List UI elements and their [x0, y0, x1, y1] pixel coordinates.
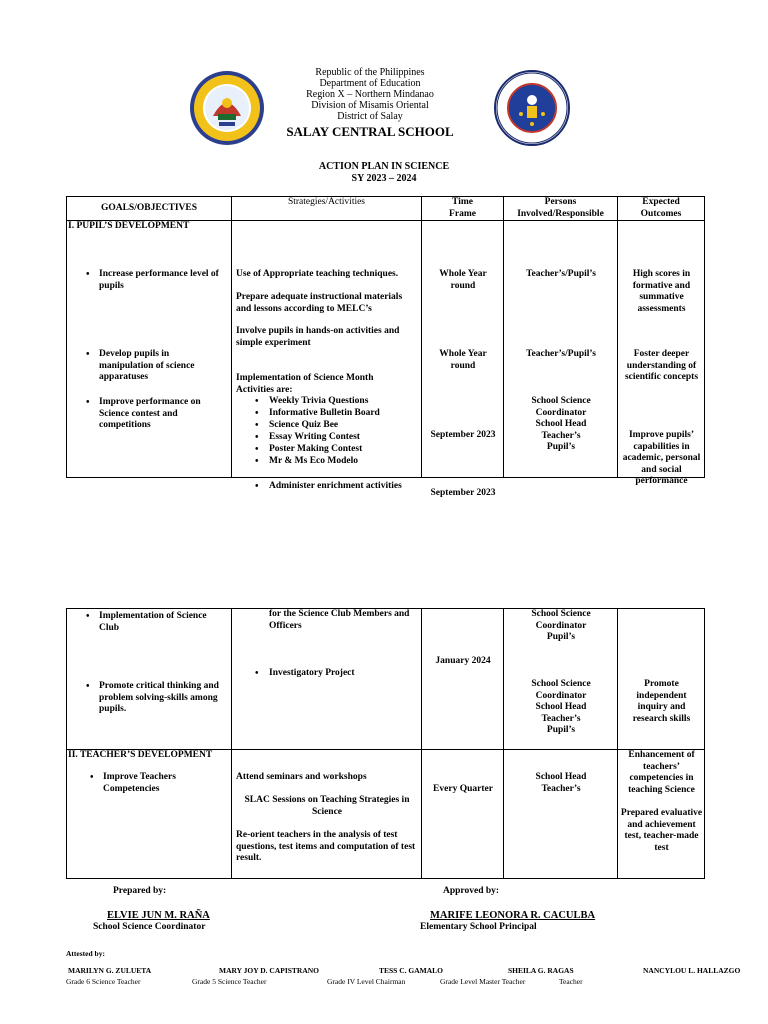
time-item: Whole Year round — [439, 349, 487, 371]
goal-item: • Promote critical thinking and problem solving-skills among pupils. — [67, 681, 227, 716]
section1-strategies-cell — [232, 221, 422, 491]
outcome-item: High scores in formative and summative assessments — [632, 269, 691, 314]
activity-item: • Essay Writing Contest — [232, 432, 360, 444]
section2-outcomes-cell — [618, 750, 705, 879]
attester-name: NANCYLOU L. HALLAZGO — [643, 966, 741, 975]
activity-item: • Informative Bulletin Board — [232, 408, 380, 420]
header-division: Division of Misamis Oriental — [311, 100, 429, 111]
attester-name: TESS C. GAMALO — [379, 966, 443, 975]
activity-item: • Administer enrichment activities — [232, 481, 402, 493]
strategy-item: • Investigatory Project — [232, 668, 355, 680]
section1b-strategies-cell — [232, 609, 422, 750]
prepared-name: ELVIE JUN M. RAÑA — [107, 910, 210, 921]
attester-title: Grade 6 Science Teacher — [66, 977, 141, 986]
header-strategies: Strategies/Activities — [232, 197, 422, 221]
attester-title: Grade IV Level Chairman — [327, 977, 406, 986]
section2-time-cell — [422, 750, 504, 879]
person-item: Teacher’s/Pupil’s — [526, 269, 596, 279]
outcome-item: Improve pupils’ capabilities in academic, personal and social performance — [622, 430, 701, 486]
strategy-item: Prepare adequate instructional materials and lessons according to MELC’s — [236, 292, 403, 314]
section1b-outcomes-cell — [618, 609, 705, 750]
header-time: Time Frame — [422, 197, 504, 221]
attester-title: Grade Level Master Teacher — [440, 977, 526, 986]
time-item: Whole Year round — [439, 269, 487, 291]
outcome-item: Foster deeper understanding of scientific concepts — [624, 349, 699, 382]
header-persons: Persons Involved/Responsible — [504, 197, 618, 221]
section1-heading: I. PUPIL’S DEVELOPMENT — [68, 221, 190, 231]
prepared-label: Prepared by: — [113, 886, 167, 896]
strategy-item: Involve pupils in hands-on activities and simple experiment — [236, 326, 400, 348]
action-plan-table-2 — [66, 608, 705, 879]
document-title: ACTION PLAN IN SCIENCE — [318, 161, 450, 172]
activity-item: • Science Quiz Bee — [232, 420, 338, 432]
activity-item: • Weekly Trivia Questions — [232, 396, 368, 408]
section1b-goals-cell — [67, 609, 232, 750]
outcome-item: Promote independent inquiry and research skills — [632, 679, 691, 724]
goal-item: • Improve Teachers Competencies — [71, 772, 203, 795]
person-item: School Science Coordinator School Head Teacher’s Pupil’s — [531, 396, 591, 452]
attester-name: SHEILA G. RAGAS — [508, 966, 574, 975]
goal-item: • Increase performance level of pupils — [67, 269, 229, 292]
attester-name: MARY JOY D. CAPISTRANO — [219, 966, 320, 975]
section2-strategies-cell — [232, 750, 422, 879]
attester-title: Teacher — [559, 977, 583, 986]
section1-persons-cell — [504, 221, 618, 478]
outcome-item: Enhancement of teachers’ competencies in teaching Science — [628, 750, 695, 795]
person-item: Teacher’s/Pupil’s — [526, 349, 596, 359]
section2-goals-cell — [67, 750, 232, 879]
attested-label: Attested by: — [66, 949, 105, 958]
strategy-item: Use of Appropriate teaching techniques. — [236, 269, 399, 279]
time-item: September 2023 — [430, 488, 496, 498]
section2-persons-cell — [504, 750, 618, 879]
school-name: SALAY CENTRAL SCHOOL — [286, 124, 454, 139]
strategy-item: Re-orient teachers in the analysis of test questions, test items and computation of test result. — [236, 830, 416, 863]
goal-item: • Develop pupils in manipulation of science apparatuses — [67, 349, 209, 384]
goal-item: • Implementation of Science Club — [67, 611, 219, 634]
strategy-item: Implementation of Science Month Activities are: — [236, 373, 374, 395]
section1-outcomes-cell — [618, 221, 705, 486]
section1-goals-cell — [67, 221, 232, 478]
time-item: Every Quarter — [433, 784, 493, 794]
header-goals: GOALS/OBJECTIVES — [67, 197, 232, 221]
header-country: Republic of the Philippines — [315, 67, 425, 78]
header-region: Region X – Northern Mindanao — [306, 89, 434, 100]
person-item: School Science Coordinator School Head Teacher’s Pupil’s — [531, 679, 591, 735]
strategy-item: Attend seminars and workshops — [236, 772, 367, 782]
goal-item: • Improve performance on Science contest and competitions — [67, 397, 209, 432]
activity-item: • Poster Making Contest — [232, 444, 362, 456]
approved-name: MARIFE LEONORA R. CACULBA — [430, 910, 596, 921]
approved-label: Approved by: — [443, 886, 500, 896]
section1b-time-cell — [422, 609, 504, 750]
school-year: SY 2023 – 2024 — [351, 173, 417, 184]
time-item: September 2023 — [430, 430, 496, 440]
section2-heading: II. TEACHER’S DEVELOPMENT — [68, 750, 213, 760]
deped-logo — [493, 70, 571, 146]
outcome-item: Prepared evaluative and achievement test, teacher-made test — [620, 808, 703, 853]
strategy-item: for the Science Club Members and Officers — [269, 609, 410, 631]
header-department: Department of Education — [319, 78, 421, 89]
section1b-persons-cell — [504, 609, 618, 750]
header-outcomes: Expected Outcomes — [618, 197, 705, 221]
person-item: School Science Coordinator Pupil’s — [531, 609, 591, 642]
attester-title: Grade 5 Science Teacher — [192, 977, 267, 986]
activity-item: • Mr & Ms Eco Modelo — [232, 456, 358, 468]
header-district: District of Salay — [337, 111, 403, 122]
section1-time-cell — [422, 221, 504, 498]
person-item: School Head Teacher’s — [535, 772, 587, 794]
approved-title: Elementary School Principal — [420, 922, 537, 932]
strategy-item: SLAC Sessions on Teaching Strategies in Science — [244, 795, 410, 817]
action-plan-table-1 — [66, 196, 705, 498]
prepared-title: School Science Coordinator — [93, 922, 206, 932]
time-item: January 2024 — [435, 656, 491, 666]
attester-name: MARILYN G. ZULUETA — [68, 966, 152, 975]
